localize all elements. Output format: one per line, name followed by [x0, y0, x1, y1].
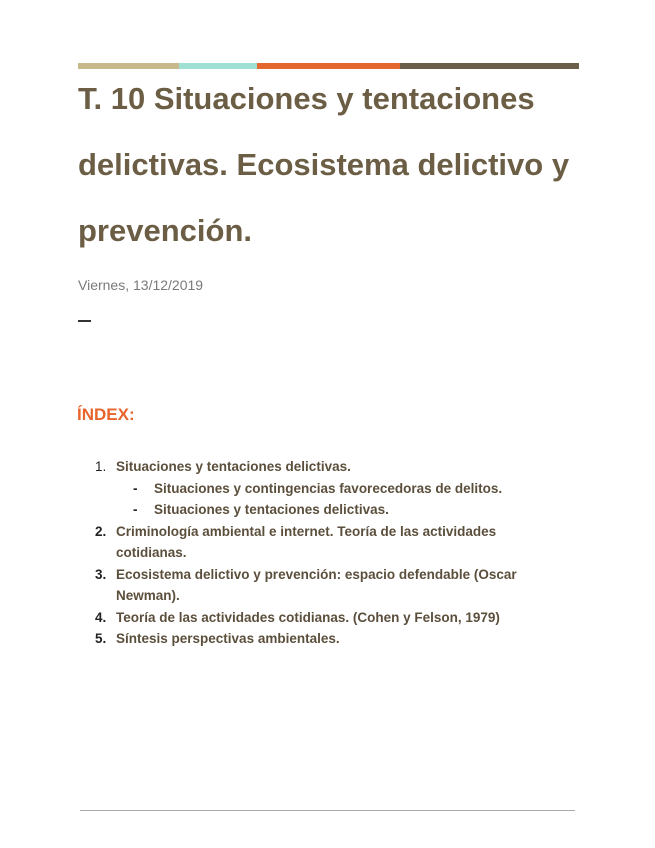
document-date: Viernes, 13/12/2019	[78, 277, 204, 293]
toc-label: Criminología ambiental e internet. Teoría de las actividades cotidianas.	[116, 523, 497, 560]
toc-subitem-label: Situaciones y tentaciones delictivas.	[154, 502, 389, 517]
table-of-contents	[78, 456, 558, 650]
toc-label: Síntesis perspectivas ambientales.	[116, 631, 340, 646]
separator-dash	[78, 320, 91, 322]
toc-item-1	[78, 456, 558, 521]
toc-number: 5.	[95, 631, 107, 646]
toc-subitem-label: Situaciones y contingencias favorecedoras de delitos.	[154, 480, 503, 496]
index-heading: ÍNDEX:	[77, 405, 135, 424]
toc-item-2	[78, 521, 558, 564]
document-title: T. 10 Situaciones y tentaciones delictivas. Ecosistema delictivo y prevención.	[78, 81, 570, 248]
footer-rule	[80, 810, 575, 811]
toc-item-3	[78, 564, 558, 607]
toc-number: 4.	[95, 609, 107, 625]
toc-number: 2.	[95, 523, 107, 539]
dash-bullet: -	[133, 502, 138, 517]
toc-subitems	[116, 478, 558, 521]
toc-label: Ecosistema delictivo y prevención: espacio defendable (Oscar Newman).	[116, 566, 517, 603]
toc-number: 3.	[95, 566, 107, 582]
toc-label: Teoría de las actividades cotidianas. (Cohen y Felson, 1979)	[116, 609, 500, 625]
toc-subitem	[116, 478, 558, 500]
dash-bullet: -	[133, 480, 138, 496]
toc-label: Situaciones y tentaciones delictivas.	[116, 459, 351, 474]
toc-number: 1.	[95, 459, 107, 474]
toc-subitem	[116, 499, 558, 521]
toc-item-5	[78, 628, 558, 650]
toc-item-4	[78, 607, 558, 629]
